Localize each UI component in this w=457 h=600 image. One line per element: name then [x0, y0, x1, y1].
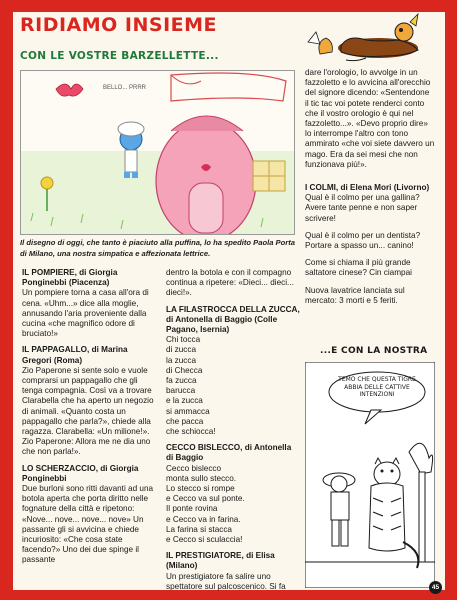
poem-line: Il ponte rovina — [166, 504, 218, 514]
poem-line: barucca — [166, 386, 196, 396]
drawing-caption: Il disegno di oggi, che tanto è piaciuto alla puffina, lo ha spedito Paola Porta di Milano, una nostra simpatica e affezionata lettrice. — [20, 238, 295, 258]
poem-line: di zucca — [166, 345, 197, 355]
speech-bubble-text: TEMO CHE QUESTA TIGRE ABBIA DELLE CATTIVE INTENZIONI — [338, 376, 416, 398]
poem-line: fa zucca — [166, 376, 197, 386]
joke-text: Due burloni sono ritti davanti ad una botola aperta che porta diritto nelle fognature della città e ripetono: «Nove... nove... nove... nove» Un passante gli si avvicina e chiede incuriosito: «Che cosa state facendo?» Uno dei due spinge il passante — [22, 484, 154, 565]
joke-heading: CECCO BISLECCO, di Antonella di Baggio — [166, 443, 292, 463]
page-subtitle: CON LE VOSTRE BARZELLETTE... — [20, 50, 219, 62]
poem-line: La farina si stacca — [166, 524, 232, 534]
poem-line: Lo stecco si rompe — [166, 484, 235, 494]
reader-drawing — [20, 70, 295, 235]
dog-illustration — [286, 12, 436, 68]
poem-line: e Cecco si sculaccia! — [166, 535, 243, 545]
drawing-art — [21, 71, 295, 235]
poem-line: Chi tocca — [166, 335, 201, 345]
poem-line: la zucca — [166, 355, 197, 365]
joke-text: Un prestigiatore fa salire uno spettatore sul palcoscenico. Si fa — [166, 571, 286, 591]
column-middle — [166, 268, 300, 592]
joke-text: Qual è il colmo per un dentista? Portare a spasso un... canino! — [305, 230, 421, 251]
joke-heading: IL POMPIERE, di Giorgia Ponginebbi (Piacenza) — [22, 268, 118, 288]
poem-line: che schiocca! — [166, 427, 216, 437]
poem-line: che pacca — [166, 416, 204, 426]
poem-line: di Checca — [166, 365, 203, 375]
cartoon-art — [305, 362, 435, 588]
column-right — [305, 68, 435, 306]
joke-heading: IL PRESTIGIATORE, di Elisa (Milano) — [166, 551, 275, 571]
poem-line: e la zucca — [166, 396, 203, 406]
joke-heading: I COLMI, di Elena Mori (Livorno) — [305, 183, 430, 193]
joke-text: dare l'orologio, lo avvolge in un fazzoletto e lo avvicina all'orecchio del signore dicendo: «Sentendone il tic tac voi potete renderci conto che il vostro orologio è qui nel fazzoletto...». «Devo proprio dire» lo interrompe l'altro con tono ammirato «che voi siete davvero un mago. Era da sei mesi che non funzionava più!». — [305, 68, 435, 169]
section-heading: ...E CON LA NOSTRA — [320, 346, 428, 356]
drawing-speech: BELLO... PRRR — [103, 85, 147, 91]
joke-heading: LA FILASTROCCA DELLA ZUCCA, di Antonella di Baggio (Colle Pagano, Isernia) — [166, 304, 300, 335]
poem-line: si ammacca — [166, 406, 210, 416]
poem-line: e Cecco va sul ponte. — [166, 494, 245, 504]
joke-text: Un pompiere torna a casa all'ora di cena. «Uhm...» dice alla moglie, annusando l'aria proveniente dalla cucina «che magnifico odore di bruciato!» — [22, 288, 149, 339]
joke-text: dentro la botola e con il compagno continua a ripetere: «Dieci... dieci... dieci!». — [166, 268, 294, 298]
page-title: RIDIAMO INSIEME — [20, 14, 218, 36]
poem-line: Cecco bislecco — [166, 463, 222, 473]
poem-line: e Cecco va in farina. — [166, 514, 241, 524]
joke-text: Come si chiama il più grande saltatore cinese? Cin ciampai — [305, 258, 412, 278]
joke-heading: IL PAPPAGALLO, di Marina Gregori (Roma) — [22, 345, 128, 365]
column-left — [22, 268, 154, 566]
tiger-cartoon — [305, 362, 435, 588]
joke-text: Qual è il colmo per una gallina? Avere tante penne e non saper scrivere! — [305, 193, 420, 223]
joke-heading: LO SCHERZACCIO, di Giorgia Ponginebbi — [22, 463, 139, 483]
joke-text: Nuova lavatrice lanciata sul mercato: 3 morti e 5 feriti. — [305, 285, 405, 305]
joke-text: Zio Paperone si sente solo e vuole comprarsi un pappagallo che gli tenga compagnia. Così va a trovare Clarabella che ha aperto un negozio di animali. «Quanto costa un pappagallo che parla?», chiede alla ragazza. Clarabella: «Un milione!». Zio Paperone: Allora me ne dia uno che non parla!». — [22, 365, 154, 457]
poem-line: monta sullo stecco. — [166, 473, 237, 483]
page-number: 45 — [429, 581, 442, 594]
